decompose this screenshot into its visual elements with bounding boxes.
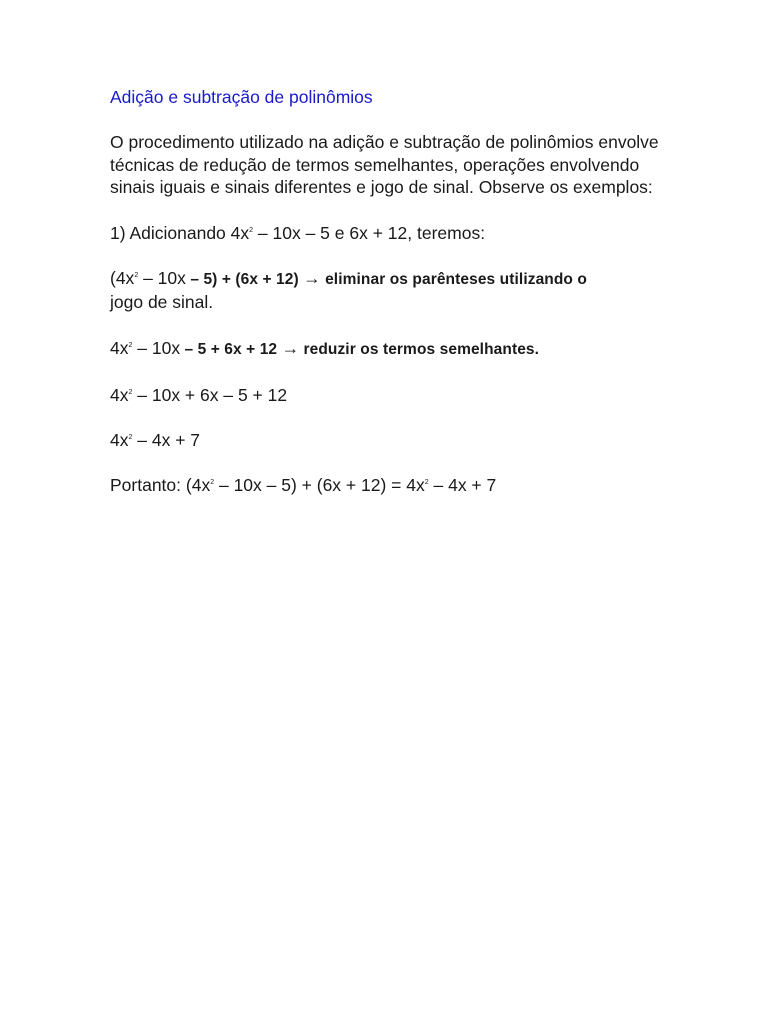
- arrow-symbol: →: [303, 267, 321, 288]
- exponent: 2: [128, 341, 133, 349]
- step-1-text-b: – 10x: [138, 267, 186, 288]
- step-2-bold-expression: – 5 + 6x + 12: [180, 340, 282, 358]
- step-4: [110, 429, 670, 452]
- step-2-text-a: 4x: [110, 337, 129, 358]
- step-4-text-a: 4x: [110, 429, 129, 450]
- spacer: [110, 452, 670, 475]
- spacer: [110, 109, 670, 132]
- document-title: Adição e subtração de polinômios: [110, 87, 373, 107]
- spacer: [110, 361, 670, 384]
- exponent: 2: [210, 479, 215, 487]
- exponent: 2: [128, 388, 133, 396]
- exponent: 2: [424, 479, 429, 487]
- conclusion-text-b: – 10x – 5) + (6x + 12) = 4x: [214, 475, 425, 496]
- spacer: [110, 406, 670, 429]
- step-1-bold-expression: – 5) + (6x + 12): [185, 270, 304, 288]
- document-page: [110, 86, 670, 497]
- example-1-heading: [110, 222, 670, 245]
- example-1-text-b: – 10x – 5 e 6x + 12, teremos:: [253, 222, 486, 243]
- spacer: [110, 314, 670, 337]
- example-1-text-a: 1) Adicionando 4x: [110, 222, 250, 243]
- exponent: 2: [128, 433, 133, 441]
- conclusion-text-a: Portanto: (4x: [110, 475, 211, 496]
- step-3-text-a: 4x: [110, 384, 129, 405]
- arrow-symbol: →: [281, 337, 300, 358]
- spacer: [110, 244, 670, 267]
- exponent: 2: [134, 271, 139, 279]
- intro-paragraph: O procedimento utilizado na adição e subtração de polinômios envolve técnicas de redução de termos semelhantes, operações envolvendo sinais iguais e sinais diferentes e jogo de sinal. Observe os exemplos:: [110, 132, 659, 198]
- step-2-bold-note: reduzir os termos semelhantes.: [299, 340, 540, 358]
- step-3: [110, 384, 670, 407]
- step-1: [110, 267, 670, 314]
- step-2: [110, 337, 670, 362]
- step-2-text-b: – 10x: [132, 337, 181, 358]
- conclusion-text-c: – 4x + 7: [428, 475, 497, 496]
- step-3-text-b: – 10x + 6x – 5 + 12: [132, 384, 288, 405]
- exponent: 2: [249, 226, 254, 234]
- step-1-tail: jogo de sinal.: [110, 292, 214, 313]
- step-4-text-b: – 4x + 7: [132, 429, 201, 450]
- step-1-bold-note: eliminar os parênteses utilizando o: [320, 270, 587, 288]
- step-1-text-a: (4x: [110, 267, 135, 288]
- spacer: [110, 199, 670, 222]
- conclusion: [110, 474, 670, 497]
